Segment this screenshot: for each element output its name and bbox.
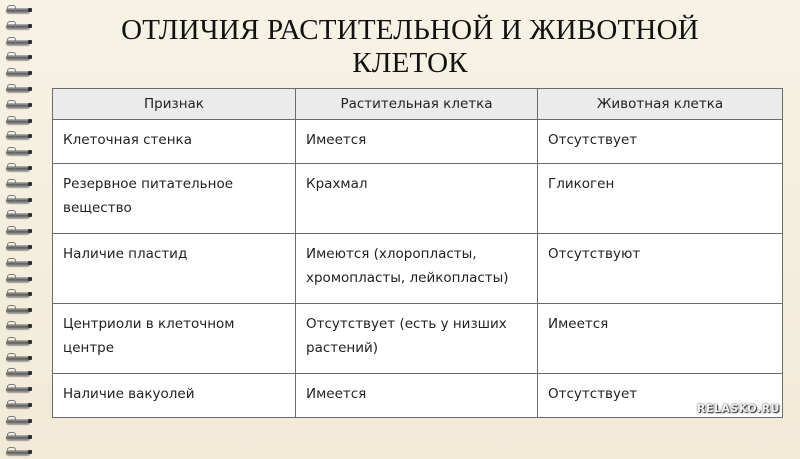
spiral-ring bbox=[6, 71, 30, 76]
cell-animal: Отсутствует bbox=[538, 373, 783, 417]
spiral-ring bbox=[6, 435, 30, 440]
spiral-ring bbox=[6, 8, 30, 13]
watermark-logo: RELASKO.RU bbox=[696, 402, 780, 415]
spiral-ring bbox=[6, 419, 30, 424]
cell-animal: Отсутствует bbox=[538, 120, 783, 164]
header-feature: Признак bbox=[53, 89, 296, 120]
spiral-ring bbox=[6, 166, 30, 171]
cell-plant: Крахмал bbox=[296, 164, 538, 234]
table-row bbox=[53, 303, 783, 373]
spiral-ring bbox=[6, 340, 30, 345]
spiral-ring bbox=[6, 356, 30, 361]
spiral-ring bbox=[6, 403, 30, 408]
comparison-table bbox=[52, 88, 783, 418]
cell-feature: Клеточная стенка bbox=[53, 120, 296, 164]
spiral-ring bbox=[6, 213, 30, 218]
table-row bbox=[53, 120, 783, 164]
spiral-ring bbox=[6, 150, 30, 155]
spiral-ring bbox=[6, 119, 30, 124]
cell-feature: Наличие вакуолей bbox=[53, 373, 296, 417]
header-animal-cell: Животная клетка bbox=[538, 89, 783, 120]
spiral-ring bbox=[6, 450, 30, 455]
spiral-ring bbox=[6, 103, 30, 108]
cell-feature: Центриоли в клеточном центре bbox=[53, 303, 296, 373]
cell-feature: Резервное питательное вещество bbox=[53, 164, 296, 234]
table-row bbox=[53, 164, 783, 234]
cell-feature: Наличие пластид bbox=[53, 234, 296, 304]
cell-animal: Отсутствуют bbox=[538, 234, 783, 304]
cell-animal: Гликоген bbox=[538, 164, 783, 234]
table-row bbox=[53, 373, 783, 417]
spiral-ring bbox=[6, 371, 30, 376]
spiral-ring bbox=[6, 87, 30, 92]
table-row bbox=[53, 234, 783, 304]
spiral-ring bbox=[6, 134, 30, 139]
header-plant-cell: Растительная клетка bbox=[296, 89, 538, 120]
spiral-ring bbox=[6, 198, 30, 203]
spiral-ring bbox=[6, 387, 30, 392]
cell-plant: Имеется bbox=[296, 120, 538, 164]
spiral-ring bbox=[6, 182, 30, 187]
spiral-ring bbox=[6, 261, 30, 266]
cell-animal: Имеется bbox=[538, 303, 783, 373]
spiral-ring bbox=[6, 245, 30, 250]
comparison-table-container bbox=[52, 88, 782, 418]
title-line-1: ОТЛИЧИЯ РАСТИТЕЛЬНОЙ И ЖИВОТНОЙ bbox=[121, 14, 699, 46]
cell-plant: Отсутствует (есть у низших растений) bbox=[296, 303, 538, 373]
spiral-ring bbox=[6, 292, 30, 297]
table-header-row bbox=[53, 89, 783, 120]
spiral-ring bbox=[6, 24, 30, 29]
spiral-ring bbox=[6, 40, 30, 45]
spiral-ring bbox=[6, 324, 30, 329]
spiral-ring bbox=[6, 308, 30, 313]
slide-title bbox=[40, 14, 780, 80]
title-line-2: КЛЕТОК bbox=[352, 47, 468, 79]
cell-plant: Имеется bbox=[296, 373, 538, 417]
spiral-ring bbox=[6, 55, 30, 60]
spiral-ring bbox=[6, 277, 30, 282]
spiral-ring bbox=[6, 229, 30, 234]
cell-plant: Имеются (хлоропласты, хромопласты, лейкопласты) bbox=[296, 234, 538, 304]
spiral-binding bbox=[0, 0, 40, 459]
